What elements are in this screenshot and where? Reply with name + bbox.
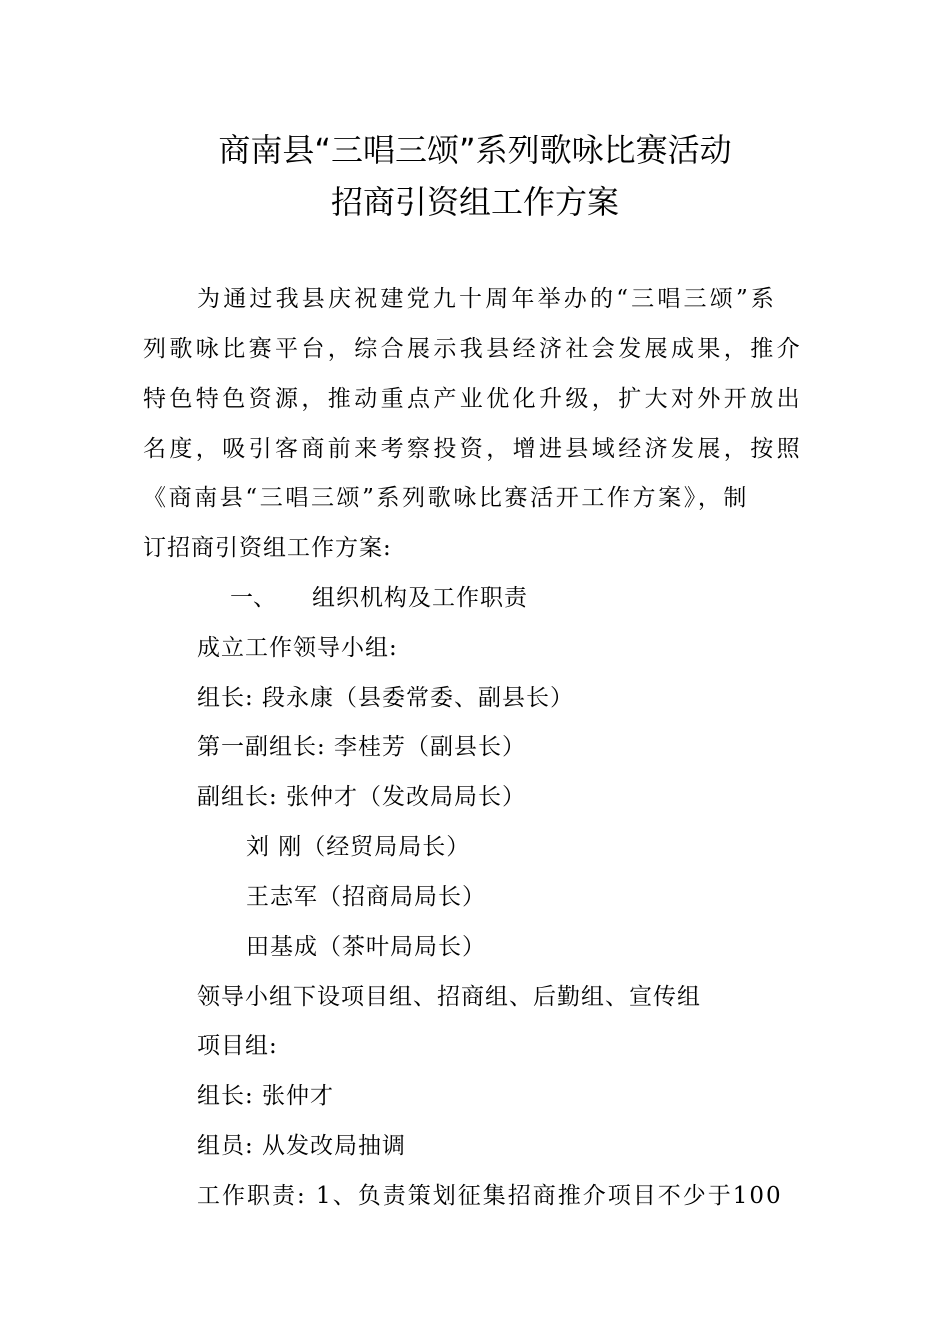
- body-line-3: 第一副组长: 李桂芳（副县长）: [197, 734, 527, 760]
- body-line-4: 副组长: 张仲才（发改局局长）: [197, 784, 527, 810]
- body-line-12: 工作职责: 1、负责策划征集招商推介项目不少于100: [197, 1183, 783, 1209]
- body-line-5: 刘 刚（经贸局局长）: [246, 834, 471, 860]
- section-1-title: 组织机构及工作职责: [312, 585, 528, 611]
- body-line-2: 组长: 段永康（县委常委、副县长）: [197, 685, 575, 711]
- document-title-line1: 商南县“三唱三颂”系列歌咏比赛活动: [218, 131, 732, 169]
- intro-line-3: 特色特色资源，推动重点产业优化升级，扩大对外开放出: [143, 386, 803, 412]
- body-line-10: 组长: 张仲才: [197, 1083, 335, 1109]
- body-line-8: 领导小组下设项目组、招商组、后勤组、宣传组: [197, 984, 701, 1010]
- intro-line-4: 名度，吸引客商前来考察投资，增进县域经济发展，按照: [143, 436, 803, 462]
- body-line-7: 田基成（茶叶局局长）: [246, 934, 486, 960]
- intro-line-1: [197, 283, 805, 315]
- body-line-9: 项目组:: [197, 1033, 278, 1059]
- intro-line-6: 订招商引资组工作方案:: [143, 535, 392, 561]
- section-1-number: 一、: [230, 585, 276, 611]
- document-title-line2: 招商引资组工作方案: [330, 183, 619, 221]
- intro-line-5: 《商南县“三唱三颂”系列歌咏比赛活开工作方案》，制: [143, 485, 750, 511]
- body-line-6: 王志军（招商局局长）: [246, 884, 486, 910]
- body-line-1: 成立工作领导小组:: [197, 635, 398, 661]
- body-line-11: 组员: 从发改局抽调: [197, 1133, 407, 1159]
- intro-line-2: 列歌咏比赛平台，综合展示我县经济社会发展成果，推介: [143, 336, 803, 362]
- intro-line-1-text: 为通过我县庆祝建党九十周年举办的“三唱三颂”系: [197, 286, 778, 312]
